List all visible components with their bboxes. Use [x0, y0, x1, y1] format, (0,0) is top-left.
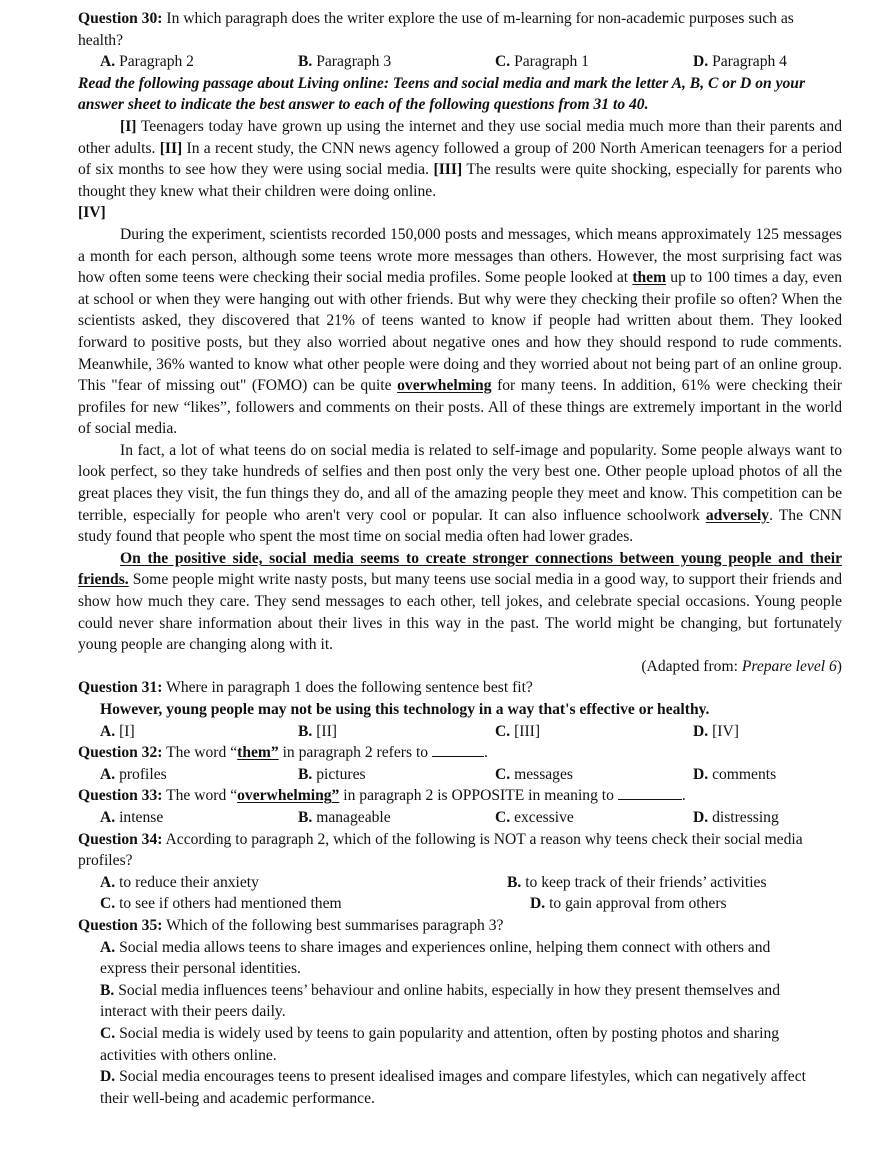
- paragraph-text: The results were quite shocking, especially for parents who thought they knew what their children were doing online.: [78, 161, 842, 200]
- option-letter: B.: [298, 722, 313, 740]
- paragraph-text: for many teens. In addition, 61% were checking their profiles for new “likes”, followers and comments on their posts. All of these things are extremely important in the world of social media.: [78, 377, 842, 438]
- passage-paragraph-3: [78, 440, 842, 548]
- question-34-options-row-2: [78, 893, 842, 915]
- option-text: to see if others had mentioned them: [115, 895, 342, 913]
- question-stem: in paragraph 2 refers to: [278, 744, 432, 762]
- position-marker: [III]: [433, 161, 463, 179]
- option-letter: B.: [298, 765, 313, 783]
- option-text: intense: [115, 808, 164, 826]
- option-text: Social media allows teens to share images and experiences online, helping them connect with others and express their personal identities.: [100, 938, 771, 978]
- passage-source: [78, 656, 842, 678]
- reading-instruction: Read the following passage about Living online: Teens and social media and mark the letter A, B, C or D on your answer sheet to indicate the best answer to each of the following questions from 31 to 40.: [78, 74, 806, 114]
- source-suffix: ): [836, 657, 842, 675]
- highlighted-sentence: On the positive side, social media seems to create stronger connections between young people and their friends.: [78, 549, 842, 589]
- option-text: Paragraph 2: [115, 53, 194, 71]
- option-a[interactable]: [100, 807, 298, 829]
- option-text: [IV]: [708, 722, 739, 740]
- option-c[interactable]: [495, 51, 693, 73]
- option-letter: C.: [100, 895, 116, 913]
- question-stem: .: [681, 787, 686, 805]
- question-label: Question 34:: [78, 830, 163, 848]
- question-label: Question 32:: [78, 744, 163, 762]
- option-text: manageable: [312, 808, 391, 826]
- question-32: [78, 742, 842, 764]
- option-letter: C.: [495, 765, 511, 783]
- passage-paragraph-1: [78, 116, 842, 224]
- question-33-options: [78, 807, 842, 829]
- option-text: to gain approval from others: [545, 895, 727, 913]
- question-32-options: [78, 764, 842, 786]
- option-text: [III]: [510, 722, 541, 740]
- option-b[interactable]: [298, 807, 495, 829]
- option-d[interactable]: [693, 51, 842, 73]
- option-text: Social media encourages teens to present idealised images and compare lifestyles, which can negatively affect their well-being and academic performance.: [100, 1068, 806, 1107]
- target-word: overwhelming”: [237, 787, 340, 805]
- option-letter: D.: [693, 53, 709, 71]
- option-letter: B.: [298, 53, 313, 71]
- option-text: profiles: [115, 765, 167, 783]
- option-d[interactable]: [693, 764, 842, 786]
- question-stem: in paragraph 2 is OPPOSITE in meaning to: [339, 787, 618, 805]
- option-letter: A.: [100, 808, 116, 826]
- option-b[interactable]: [78, 980, 842, 1023]
- highlighted-word-them: them: [632, 269, 667, 287]
- option-text: Paragraph 4: [708, 53, 787, 71]
- question-stem: According to paragraph 2, which of the following is NOT a reason why teens check their social media profiles?: [78, 830, 803, 870]
- option-letter: C.: [495, 53, 511, 71]
- question-31-options: [78, 721, 842, 743]
- option-text: Paragraph 1: [510, 53, 589, 71]
- option-letter: B.: [100, 981, 115, 999]
- option-c[interactable]: [78, 1023, 842, 1066]
- paragraph-text: . The CNN study found that people who spent the most time on social media often had lower grades.: [78, 506, 842, 546]
- target-word: them”: [237, 744, 279, 762]
- option-text: to keep track of their friends’ activities: [521, 873, 767, 891]
- option-c[interactable]: [495, 807, 693, 829]
- question-stem: Where in paragraph 1 does the following sentence best fit?: [162, 679, 533, 697]
- paragraph-text: During the experiment, scientists recorded 150,000 posts and messages, which means approximately 125 messages a month for each person, although some teens wrote more messages than others. However, the most surprising fact was how often some teens were checking their social media profiles. Some people looked at: [78, 225, 842, 287]
- option-c[interactable]: [100, 893, 530, 915]
- option-c[interactable]: [495, 764, 693, 786]
- highlighted-word-adversely: adversely: [705, 506, 770, 524]
- paragraph-text: In a recent study, the CNN news agency followed a group of 200 North American teenagers for a period of six months to see how they were using social media.: [78, 139, 843, 179]
- option-letter: D.: [693, 722, 709, 740]
- option-letter: D.: [693, 808, 709, 826]
- option-text: to reduce their anxiety: [115, 873, 259, 891]
- option-a[interactable]: [78, 937, 842, 980]
- option-letter: D.: [530, 895, 546, 913]
- position-marker: [IV]: [78, 204, 106, 222]
- option-letter: A.: [100, 938, 116, 956]
- option-text: Social media is widely used by teens to gain popularity and attention, often by posting photos and sharing activities with others online.: [100, 1024, 780, 1064]
- paragraph-text: In fact, a lot of what teens do on social media is related to self-image and popularity. Some people always want to look perfect, so they take hundreds of selfies and then post only the very best one. Other people upload photos of all the great places they visit, the fun things they do, and all of the amazing people they meet and know. This competition can be terrible, especially for people who aren't very cool or popular. It can also influence schoolwork: [78, 441, 842, 524]
- option-letter: A.: [100, 873, 116, 891]
- option-text: distressing: [708, 808, 779, 826]
- passage-paragraph-2: [78, 224, 842, 440]
- option-letter: C.: [495, 808, 511, 826]
- source-prefix: (Adapted from:: [641, 657, 742, 675]
- answer-blank: [618, 785, 682, 800]
- option-letter: B.: [298, 808, 313, 826]
- question-31: [78, 677, 842, 699]
- option-a[interactable]: [100, 51, 298, 73]
- option-a[interactable]: [100, 872, 507, 894]
- option-b[interactable]: [298, 721, 495, 743]
- option-a[interactable]: [100, 721, 298, 743]
- option-b[interactable]: [298, 764, 495, 786]
- position-marker: [I]: [120, 117, 137, 135]
- option-d[interactable]: [530, 893, 842, 915]
- paragraph-text: Teenagers today have grown up using the internet and they use social media much more than their parents and other adults.: [78, 117, 842, 157]
- question-label: Question 31:: [78, 679, 163, 697]
- question-stem: .: [483, 744, 488, 762]
- option-b[interactable]: [507, 872, 842, 894]
- answer-blank: [432, 742, 484, 757]
- option-letter: C.: [100, 1024, 116, 1042]
- option-text: Social media influences teens’ behaviour and online habits, especially in how they present themselves and interact with their peers daily.: [100, 981, 781, 1021]
- source-title: Prepare level 6: [741, 657, 837, 675]
- option-text: messages: [510, 765, 573, 783]
- option-letter: B.: [507, 873, 522, 891]
- question-34-options-row-1: [78, 872, 842, 894]
- paragraph-text: up to 100 times a day, even at school or when they were hanging out with other friends. But why were they checking their profile so often? When the scientists asked, they discovered that 21% of teens wanted to know if people had written about them. They looked forward to positive posts, but they also worried about negative ones and how they should respond to rude comments. Meanwhile, 36% wanted to know what other people were doing and they worried about not being part of an online group. This "fear of missing out" (FOMO) can be quite: [78, 269, 843, 395]
- insert-sentence: [78, 699, 842, 721]
- option-d[interactable]: [693, 721, 842, 743]
- option-letter: A.: [100, 765, 116, 783]
- option-a[interactable]: [100, 764, 298, 786]
- option-letter: A.: [100, 722, 116, 740]
- option-d[interactable]: [78, 1066, 842, 1109]
- option-text: pictures: [312, 765, 366, 783]
- position-marker: [II]: [159, 139, 183, 157]
- question-label: Question 33:: [78, 787, 163, 805]
- question-30: [78, 8, 842, 51]
- option-letter: C.: [495, 722, 511, 740]
- question-stem: The word “: [162, 744, 238, 762]
- option-text: Paragraph 3: [312, 53, 392, 71]
- paragraph-text: Some people might write nasty posts, but many teens use social media in a good way, to support their friends and show how much they care. They send messages to each other, tell jokes, and celebrate special occasions. Young people could never share information about their lives in this way in the past. The world might be changing, but fortunately young people are changing along with it.: [78, 571, 842, 654]
- option-text: excessive: [510, 808, 574, 826]
- passage-paragraph-4: [78, 548, 842, 656]
- highlighted-word-overwhelming: overwhelming: [397, 377, 492, 395]
- question-34: [78, 829, 842, 872]
- option-b[interactable]: [298, 51, 495, 73]
- option-text: [II]: [312, 722, 337, 740]
- question-label: Question 35:: [78, 916, 163, 934]
- option-text: comments: [708, 765, 777, 783]
- option-letter: A.: [100, 53, 116, 71]
- option-c[interactable]: [495, 721, 693, 743]
- question-stem: Which of the following best summarises paragraph 3?: [162, 916, 504, 934]
- option-d[interactable]: [693, 807, 842, 829]
- question-label: Question 30:: [78, 10, 163, 27]
- option-letter: D.: [693, 765, 709, 783]
- option-text: [I]: [115, 722, 135, 740]
- insert-sentence-text: However, young people may not be using this technology in a way that's effective or healthy.: [100, 701, 710, 718]
- option-letter: D.: [100, 1068, 116, 1086]
- question-33: [78, 785, 842, 807]
- question-35: [78, 915, 842, 937]
- question-stem: The word “: [162, 787, 238, 805]
- question-stem: In which paragraph does the writer explore the use of m-learning for non-academic purposes such as health?: [78, 10, 794, 49]
- question-30-options: [78, 51, 842, 73]
